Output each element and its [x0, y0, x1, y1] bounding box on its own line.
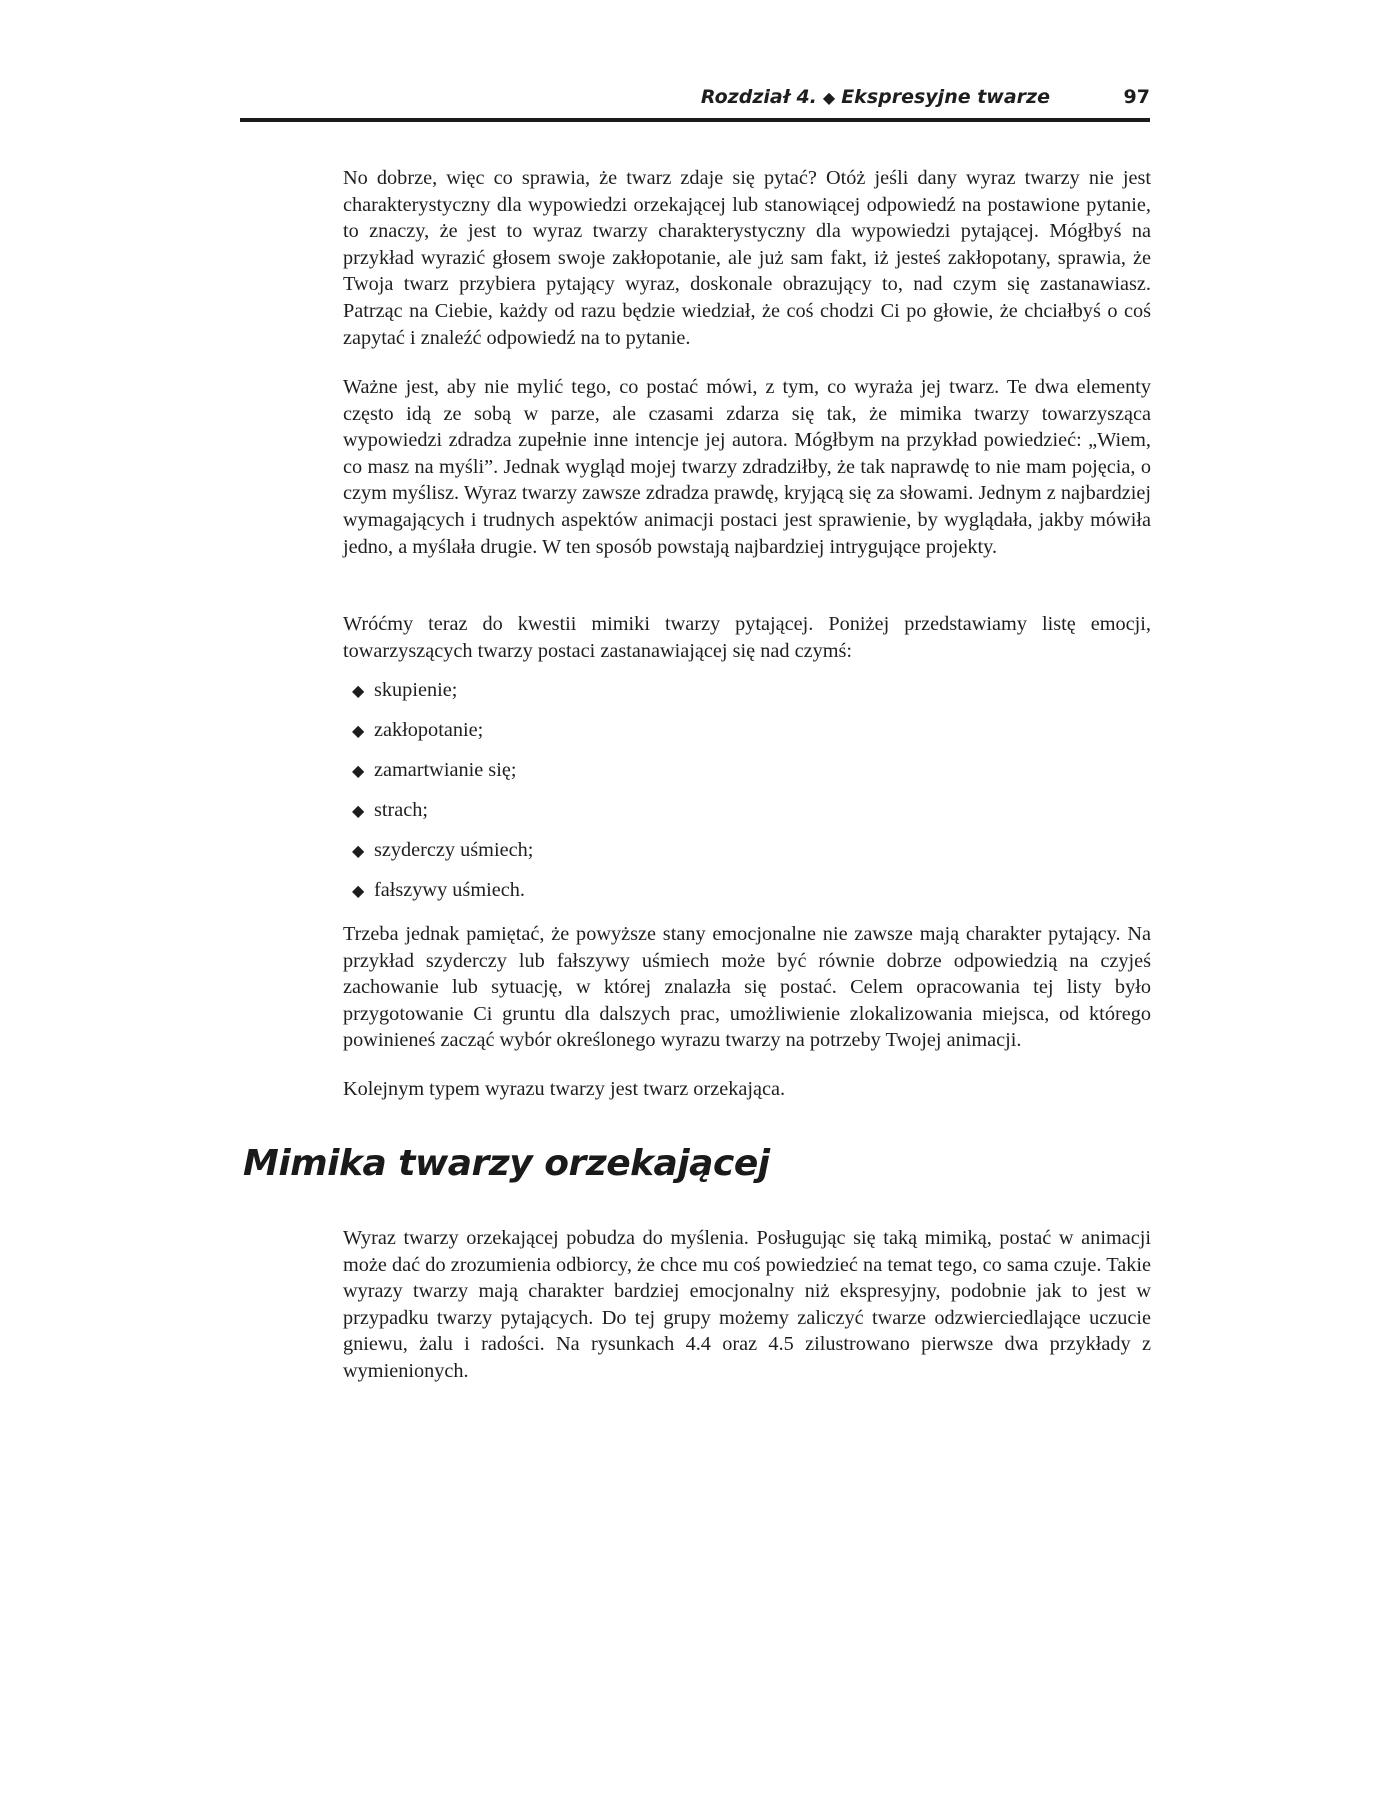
chapter-label: Rozdział 4.	[700, 86, 817, 108]
paragraph-list-caveat	[343, 921, 1151, 1054]
paragraph-emotions-intro	[343, 611, 1151, 664]
diamond-bullet-icon: ◆	[352, 763, 365, 780]
diamond-bullet-icon: ◆	[352, 723, 365, 740]
list-item-text: strach;	[374, 799, 429, 821]
list-item	[352, 717, 533, 757]
list-item-text: szyderczy uśmiech;	[374, 839, 534, 861]
chapter-title	[701, 86, 1050, 108]
paragraph-questioning-face	[343, 165, 1151, 351]
diamond-bullet-icon: ◆	[352, 803, 365, 820]
paragraph-declarative-face	[343, 1225, 1151, 1385]
emotions-list	[352, 677, 533, 917]
diamond-bullet-icon: ◆	[352, 883, 365, 900]
list-item-text: fałszywy uśmiech.	[374, 879, 525, 901]
paragraph-words-vs-face	[343, 374, 1151, 560]
paragraph-text: Kolejnym typem wyrazu twarzy jest twarz orzekająca.	[343, 1078, 786, 1100]
list-item	[352, 797, 533, 837]
list-item-text: zakłopotanie;	[374, 719, 484, 741]
section-heading: Mimika twarzy orzekającej	[243, 1143, 770, 1184]
chapter-name: Ekspresyjne twarze	[841, 86, 1050, 108]
list-item	[352, 837, 533, 877]
list-item	[352, 757, 533, 797]
list-item	[352, 877, 533, 917]
page-number: 97	[1123, 86, 1150, 108]
diamond-bullet-icon: ◆	[352, 843, 365, 860]
paragraph-text: Ważne jest, aby nie mylić tego, co postać mówi, z tym, co wyraża jej twarz. Te dwa elementy często idą ze sobą w parze, ale czasami zdarza się tak, że mimika twarzy towarzysząca wypowiedzi zdradza zupełnie inne intencje jej autora. Mógłbym na przykład powiedzieć: „Wiem, co masz na myśli”. Jednak wygląd mojej twarzy zdradziłby, że tak naprawdę to nie mam pojęcia, o czym myślisz. Wyraz twarzy zawsze zdradza prawdę, kryjącą się za słowami. Jednym z najbardziej wymagających i trudnych aspektów animacji postaci jest sprawienie, by wyglądała, jakby mówiła jedno, a myślała drugie. W ten sposób powstają najbardziej intrygujące projekty.	[343, 376, 1151, 558]
paragraph-next-type	[343, 1076, 1151, 1103]
diamond-bullet-icon: ◆	[352, 683, 365, 700]
diamond-separator-icon: ◆	[822, 88, 836, 107]
running-header	[240, 84, 1150, 122]
list-item-text: skupienie;	[374, 679, 458, 701]
paragraph-text: Wróćmy teraz do kwestii mimiki twarzy pytającej. Poniżej przedstawiamy listę emocji, towarzyszących twarzy postaci zastanawiającej się nad czymś:	[343, 613, 1151, 662]
list-item-text: zamartwianie się;	[374, 759, 517, 781]
paragraph-text: Trzeba jednak pamiętać, że powyższe stany emocjonalne nie zawsze mają charakter pytający. Na przykład szyderczy lub fałszywy uśmiech może być równie dobrze odpowiedzią na czyjeś zachowanie lub sytuację, w której znalazła się postać. Celem opracowania tej listy było przygotowanie Ci gruntu dla dalszych prac, umożliwienie zlokalizowania miejsca, od którego powinieneś zacząć wybór określonego wyrazu twarzy na potrzeby Twojej animacji.	[343, 923, 1151, 1052]
paragraph-text: No dobrze, więc co sprawia, że twarz zdaje się pytać? Otóż jeśli dany wyraz twarzy nie jest charakterystyczny dla wypowiedzi orzekającej lub stanowiącej odpowiedź na postawione pytanie, to znaczy, że jest to wyraz twarzy charakterystyczny dla wypowiedzi pytającej. Mógłbyś na przykład wyrazić głosem swoje zakłopotanie, ale już sam fakt, iż jesteś zakłopotany, sprawia, że Twoja twarz przybiera pytający wyraz, doskonale obrazujący to, nad czym się zastanawiasz. Patrząc na Ciebie, każdy od razu będzie wiedział, że coś chodzi Ci po głowie, że chciałbyś o coś zapytać i znaleźć odpowiedź na to pytanie.	[343, 167, 1151, 349]
paragraph-text: Wyraz twarzy orzekającej pobudza do myślenia. Posługując się taką mimiką, postać w animacji może dać do zrozumienia odbiorcy, że chce mu coś powiedzieć na temat tego, co sama czuje. Takie wyrazy twarzy mają charakter bardziej emocjonalny niż ekspresyjny, podobnie jak to jest w przypadku twarzy pytających. Do tej grupy możemy zaliczyć twarze odzwierciedlające uczucie gniewu, żalu i radości. Na rysunkach 4.4 oraz 4.5 zilustrowano pierwsze dwa przykłady z wymienionych.	[343, 1227, 1151, 1382]
list-item	[352, 677, 533, 717]
